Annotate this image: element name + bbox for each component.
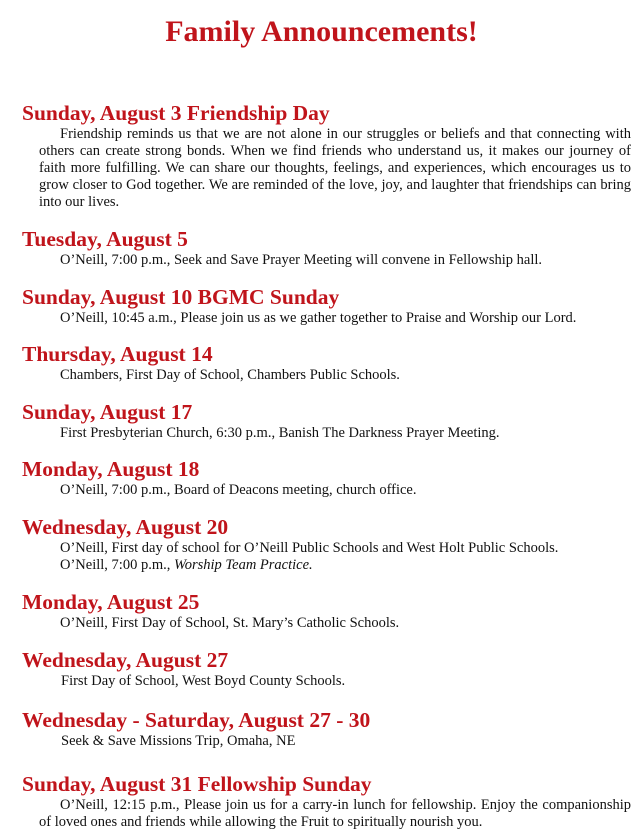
announcement-heading: Sunday, August 17 (22, 400, 193, 424)
announcement-heading: Wednesday, August 20 (22, 515, 229, 539)
announcement-august-27 (22, 648, 631, 690)
announcement-body: First Day of School, West Boyd County Schools. (61, 673, 346, 689)
announcement-heading: Monday, August 18 (22, 457, 200, 481)
announcement-fellowship-sunday (22, 772, 631, 831)
announcement-body: O’Neill, First day of school for O’Neill Public Schools and West Holt Public Schools. (60, 540, 559, 556)
announcement-august-18 (22, 457, 631, 499)
announcement-heading: Sunday, August 3 Friendship Day (22, 101, 330, 125)
announcement-body-line-2 (22, 557, 631, 574)
announcement-body: Friendship reminds us that we are not alone in our struggles or beliefs and that connecting with others can create strong bonds. When we find friends who understand us, it makes our journey of faith more fulfilling. We can share our thoughts, feelings, and experiences, which encourages us to grow closer to God together. We are reminded of the love, joy, and laughter that friendships can bring into our lives. (39, 126, 631, 210)
page-title: Family Announcements! (165, 15, 478, 48)
announcement-heading: Sunday, August 31 Fellowship Sunday (22, 772, 372, 796)
announcement-august-20 (22, 515, 631, 574)
announcement-heading: Tuesday, August 5 (22, 227, 188, 251)
announcement-heading: Sunday, August 10 BGMC Sunday (22, 285, 340, 309)
announcement-body: Chambers, First Day of School, Chambers Public Schools. (60, 367, 400, 383)
announcement-body: O’Neill, 7:00 p.m., Seek and Save Prayer Meeting will convene in Fellowship hall. (60, 252, 543, 268)
announcement-heading: Monday, August 25 (22, 590, 200, 614)
announcement-event: Worship Team Practice. (173, 557, 313, 573)
announcement-body: Seek & Save Missions Trip, Omaha, NE (61, 733, 296, 749)
announcement-august-25 (22, 590, 631, 632)
announcement-friendship-day (22, 101, 631, 211)
announcement-body: O’Neill, 12:15 p.m., Please join us for a carry-in lunch for fellowship. Enjoy the companionship of loved ones and friends while allowing the Fruit to spiritually nourish you. (39, 797, 631, 830)
announcement-time: O’Neill, 7:00 p.m., (60, 557, 174, 573)
announcement-august-27-30 (22, 708, 631, 750)
announcement-august-14 (22, 342, 631, 384)
announcement-body: O’Neill, First Day of School, St. Mary’s Catholic Schools. (60, 615, 400, 631)
announcement-heading: Wednesday - Saturday, August 27 - 30 (22, 708, 371, 732)
announcement-body: O’Neill, 7:00 p.m., Board of Deacons meeting, church office. (60, 482, 417, 498)
announcement-body: O’Neill, 10:45 a.m., Please join us as we gather together to Praise and Worship our Lord. (60, 310, 577, 326)
announcement-august-10 (22, 285, 631, 327)
announcement-august-17 (22, 400, 631, 442)
announcement-august-5 (22, 227, 631, 269)
announcement-heading: Wednesday, August 27 (22, 648, 229, 672)
announcement-heading: Thursday, August 14 (22, 342, 213, 366)
announcement-body: First Presbyterian Church, 6:30 p.m., Banish The Darkness Prayer Meeting. (60, 425, 500, 441)
